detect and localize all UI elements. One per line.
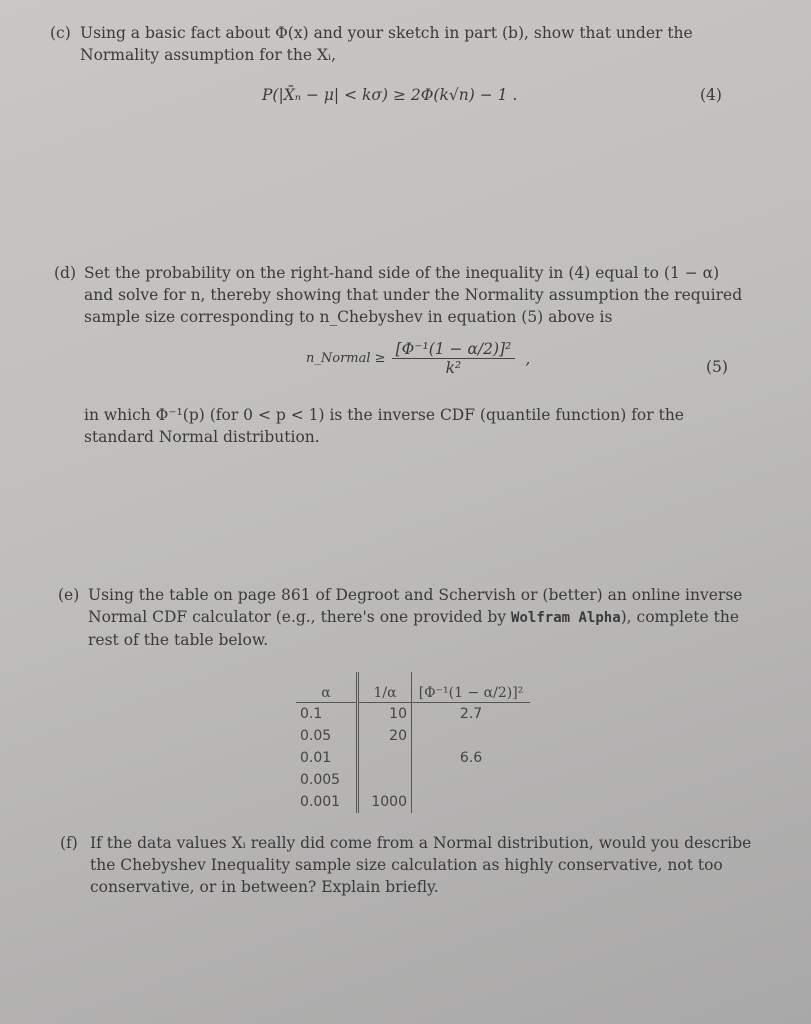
- table-cell: [358, 769, 412, 791]
- table-header-row: [296, 672, 530, 703]
- equation-4: P(|X̄ₙ − μ| < kσ) ≥ 2Φ(k√n) − 1 .: [262, 86, 518, 104]
- table-row: [296, 747, 530, 769]
- part-d-continued: [84, 404, 684, 448]
- part-f-line1: If the data values Xᵢ really did come from a Normal distribution, would you describe: [90, 834, 752, 852]
- table-cell: [412, 791, 531, 813]
- table-cell: [412, 769, 531, 791]
- part-f-label: (f): [60, 834, 78, 852]
- table-header-quantile-squared: [Φ⁻¹(1 − α/2)]²: [412, 672, 531, 703]
- part-d-line2: and solve for n, thereby showing that under the Normality assumption the required: [84, 286, 743, 304]
- part-e: [58, 584, 742, 651]
- table-header-alpha: α: [296, 672, 358, 703]
- part-f: [60, 832, 751, 898]
- equation-5: [306, 340, 530, 377]
- table-cell: 0.01: [296, 747, 358, 769]
- equation-5-lhs: n_Normal ≥: [306, 351, 386, 366]
- part-d-label: (d): [54, 264, 77, 282]
- part-e-line2-mono: Wolfram Alpha: [511, 610, 621, 626]
- table-cell: 0.05: [296, 725, 358, 747]
- part-e-line3: rest of the table below.: [88, 631, 269, 649]
- part-e-line2-post: ), complete the: [620, 608, 740, 626]
- table-row: [296, 703, 530, 726]
- equation-4-number: (4): [700, 86, 722, 104]
- part-d: [54, 262, 742, 328]
- equation-5-fraction: [392, 340, 516, 377]
- part-f-line3: conservative, or in between? Explain briefly.: [90, 878, 439, 896]
- table-cell: 10: [358, 703, 412, 726]
- part-c-label: (c): [50, 24, 71, 42]
- part-d-line4: in which Φ⁻¹(p) (for 0 < p < 1) is the inverse CDF (quantile function) for the: [84, 406, 684, 424]
- table-cell: 0.005: [296, 769, 358, 791]
- part-d-line1: Set the probability on the right-hand side of the inequality in (4) equal to (1 − α): [84, 264, 720, 282]
- table-header-inverse-alpha: 1/α: [358, 672, 412, 703]
- table-cell: 6.6: [459, 750, 483, 766]
- part-e-line2-pre: Normal CDF calculator (e.g., there's one provided by: [88, 608, 512, 626]
- table-cell: 1000: [358, 791, 412, 813]
- part-c-line2: Normality assumption for the Xᵢ,: [80, 46, 337, 64]
- equation-5-numerator: [Φ⁻¹(1 − α/2)]²: [392, 340, 516, 359]
- part-c: [50, 22, 693, 66]
- table-row: [296, 725, 530, 747]
- table-cell: 2.7: [459, 706, 483, 722]
- part-c-line1: Using a basic fact about Φ(x) and your sketch in part (b), show that under the: [80, 24, 693, 42]
- part-e-line1: Using the table on page 861 of Degroot and Schervish or (better) an online inverse: [88, 586, 743, 604]
- part-f-line2: the Chebyshev Inequality sample size calculation as highly conservative, not too: [90, 856, 723, 874]
- table-cell: 20: [358, 725, 412, 747]
- part-e-label: (e): [58, 586, 80, 604]
- table-cell: 0.001: [296, 791, 358, 813]
- table-cell: 0.1: [296, 703, 358, 726]
- quantile-table: [296, 672, 530, 813]
- table-cell: [358, 747, 412, 769]
- table-row: [296, 769, 530, 791]
- part-d-line5: standard Normal distribution.: [84, 428, 320, 446]
- table-cell: [412, 725, 531, 747]
- part-d-line3: sample size corresponding to n_Chebyshev in equation (5) above is: [84, 308, 613, 326]
- equation-5-number: (5): [706, 358, 728, 376]
- equation-5-denominator: k²: [445, 359, 462, 377]
- equation-5-trail: ,: [525, 349, 531, 368]
- table-row: [296, 791, 530, 813]
